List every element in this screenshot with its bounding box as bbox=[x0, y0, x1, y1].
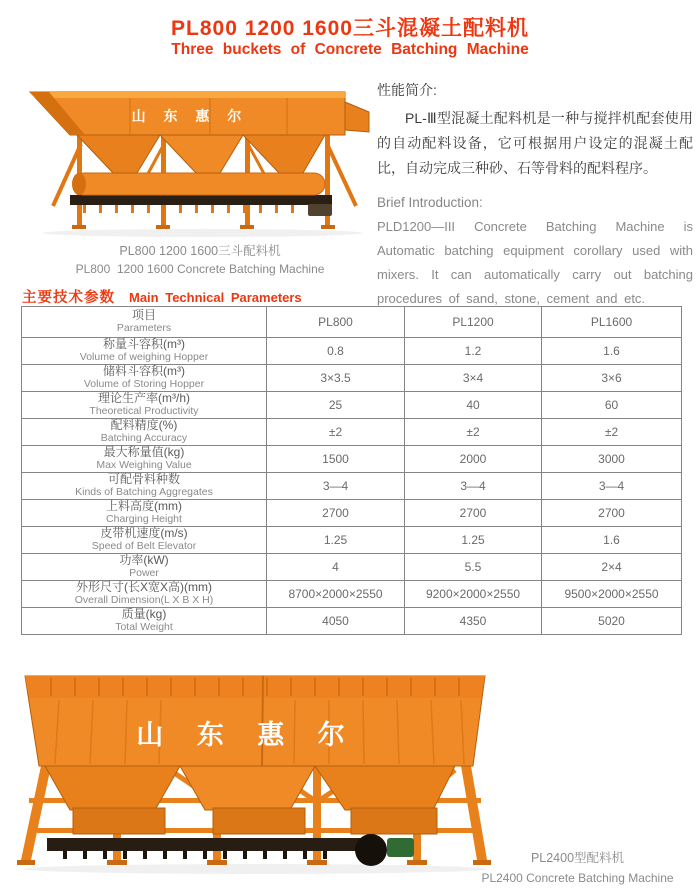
table-row bbox=[22, 527, 682, 554]
param-name-cell: 可配骨料种数 Kinds of Batching Aggregates bbox=[22, 473, 267, 500]
intro-body-cn: PL-Ⅲ型混凝土配料机是一种与搅拌机配套使用的自动配料设备，它可根据用户设定的混凝土配比，自动完成三种砂、石等骨料的配料程序。 bbox=[377, 110, 693, 176]
param-name-cell: 质量(kg) Total Weight bbox=[22, 608, 267, 635]
machine-brand-label: 山 东 惠 尔 bbox=[131, 108, 249, 124]
param-value-cell: 3000 bbox=[542, 446, 682, 473]
top-caption-en: PL800 1200 1600 Concrete Batching Machine bbox=[75, 262, 325, 276]
bottom-product-photo bbox=[15, 660, 505, 875]
param-name-cell: 储料斗容积(m³) Volume of Storing Hopper bbox=[22, 365, 267, 392]
param-value-cell: 60 bbox=[542, 392, 682, 419]
param-value-cell: ±2 bbox=[405, 419, 542, 446]
param-value-cell: 9500×2000×2550 bbox=[542, 581, 682, 608]
parameters-heading bbox=[22, 286, 302, 307]
top-caption-cn: PL800 1200 1600三斗配料机 bbox=[119, 244, 281, 258]
intro-body-en: PLD1200—III Concrete Batching Machine is Automatic batching equipment corollary used with mixers. It can automatically carry out batching procedures of sand, stone, cement and etc. bbox=[377, 219, 693, 306]
parameters-table bbox=[21, 306, 682, 635]
param-value-cell: 2700 bbox=[405, 500, 542, 527]
param-header-cell: 项目 Parameters bbox=[22, 307, 267, 338]
param-value-cell: 2700 bbox=[542, 500, 682, 527]
table-row bbox=[22, 392, 682, 419]
table-header-row bbox=[22, 307, 682, 338]
table-row bbox=[22, 500, 682, 527]
param-name-cell: 上料高度(mm) Charging Height bbox=[22, 500, 267, 527]
param-value-cell: 3×4 bbox=[405, 365, 542, 392]
page-title-cn: PL800 1200 1600三斗混凝土配料机 bbox=[171, 17, 529, 40]
model-header-pl1600: PL1600 bbox=[542, 307, 682, 338]
param-value-cell: 3—4 bbox=[267, 473, 405, 500]
param-value-cell: 4 bbox=[267, 554, 405, 581]
top-product-photo bbox=[25, 86, 375, 238]
param-name-cell: 配料精度(%) Batching Accuracy bbox=[22, 419, 267, 446]
param-name-cell: 外形尺寸(长X宽X高)(mm) Overall Dimension(L X B X H) bbox=[22, 581, 267, 608]
bottom-photo-caption bbox=[455, 848, 700, 885]
model-header-pl800: PL800 bbox=[267, 307, 405, 338]
intro-heading-cn: 性能简介: bbox=[377, 82, 437, 98]
param-value-cell: 1.25 bbox=[405, 527, 542, 554]
screw-conveyor-tank bbox=[73, 173, 325, 195]
drive-motor bbox=[387, 838, 414, 857]
param-value-cell: 3—4 bbox=[405, 473, 542, 500]
param-value-cell: 2×4 bbox=[542, 554, 682, 581]
bottom-caption-en: PL2400 Concrete Batching Machine bbox=[481, 871, 674, 885]
storage-bin bbox=[25, 676, 485, 766]
param-name-cell: 理论生产率(m³/h) Theoretical Productivity bbox=[22, 392, 267, 419]
param-name-cell: 称量斗容积(m³) Volume of weighing Hopper bbox=[22, 338, 267, 365]
page-title-en: Three buckets of Concrete Batching Machine bbox=[171, 41, 529, 58]
belt-pulley-wheel bbox=[355, 834, 387, 866]
param-name-cell: 功率(kW) Power bbox=[22, 554, 267, 581]
param-value-cell: 9200×2000×2550 bbox=[405, 581, 542, 608]
param-value-cell: 1.6 bbox=[542, 338, 682, 365]
parameters-table-body bbox=[22, 338, 682, 635]
discharge-hoppers bbox=[45, 766, 455, 834]
param-value-cell: 25 bbox=[267, 392, 405, 419]
intro-section bbox=[377, 80, 693, 311]
param-value-cell: ±2 bbox=[542, 419, 682, 446]
param-value-cell: 40 bbox=[405, 392, 542, 419]
parameters-heading-cn: 主要技术参数 bbox=[22, 290, 115, 306]
param-value-cell: 5.5 bbox=[405, 554, 542, 581]
table-row bbox=[22, 446, 682, 473]
param-value-cell: 3×3.5 bbox=[267, 365, 405, 392]
param-value-cell: ±2 bbox=[267, 419, 405, 446]
table-row bbox=[22, 473, 682, 500]
table-row bbox=[22, 608, 682, 635]
param-value-cell: 3—4 bbox=[542, 473, 682, 500]
param-name-cell: 皮带机速度(m/s) Speed of Belt Elevator bbox=[22, 527, 267, 554]
batching-machine-front-illustration bbox=[15, 660, 505, 875]
param-value-cell: 2700 bbox=[267, 500, 405, 527]
param-value-cell: 2000 bbox=[405, 446, 542, 473]
belt-conveyor bbox=[47, 834, 414, 866]
param-value-cell: 4050 bbox=[267, 608, 405, 635]
storage-bin bbox=[30, 92, 369, 135]
param-value-cell: 3×6 bbox=[542, 365, 682, 392]
param-value-cell: 1.6 bbox=[542, 527, 682, 554]
param-name-cell: 最大称量值(kg) Max Weighing Value bbox=[22, 446, 267, 473]
table-row bbox=[22, 419, 682, 446]
batching-machine-side-illustration bbox=[25, 86, 375, 238]
param-value-cell: 5020 bbox=[542, 608, 682, 635]
bottom-caption-cn: PL2400型配料机 bbox=[530, 851, 625, 865]
param-value-cell: 1500 bbox=[267, 446, 405, 473]
param-value-cell: 8700×2000×2550 bbox=[267, 581, 405, 608]
table-row bbox=[22, 338, 682, 365]
table-row bbox=[22, 581, 682, 608]
param-value-cell: 0.8 bbox=[267, 338, 405, 365]
intro-heading-en: Brief Introduction: bbox=[377, 195, 483, 210]
model-header-pl1200: PL1200 bbox=[405, 307, 542, 338]
param-value-cell: 4350 bbox=[405, 608, 542, 635]
machine-brand-label: 山 东 惠 尔 bbox=[136, 720, 358, 750]
top-photo-caption bbox=[20, 241, 380, 276]
belt-conveyor bbox=[70, 195, 332, 216]
table-row bbox=[22, 554, 682, 581]
param-value-cell: 1.2 bbox=[405, 338, 542, 365]
parameters-heading-en: Main Technical Parameters bbox=[129, 290, 302, 305]
param-value-cell: 1.25 bbox=[267, 527, 405, 554]
weighing-hoppers bbox=[77, 135, 325, 173]
table-row bbox=[22, 365, 682, 392]
